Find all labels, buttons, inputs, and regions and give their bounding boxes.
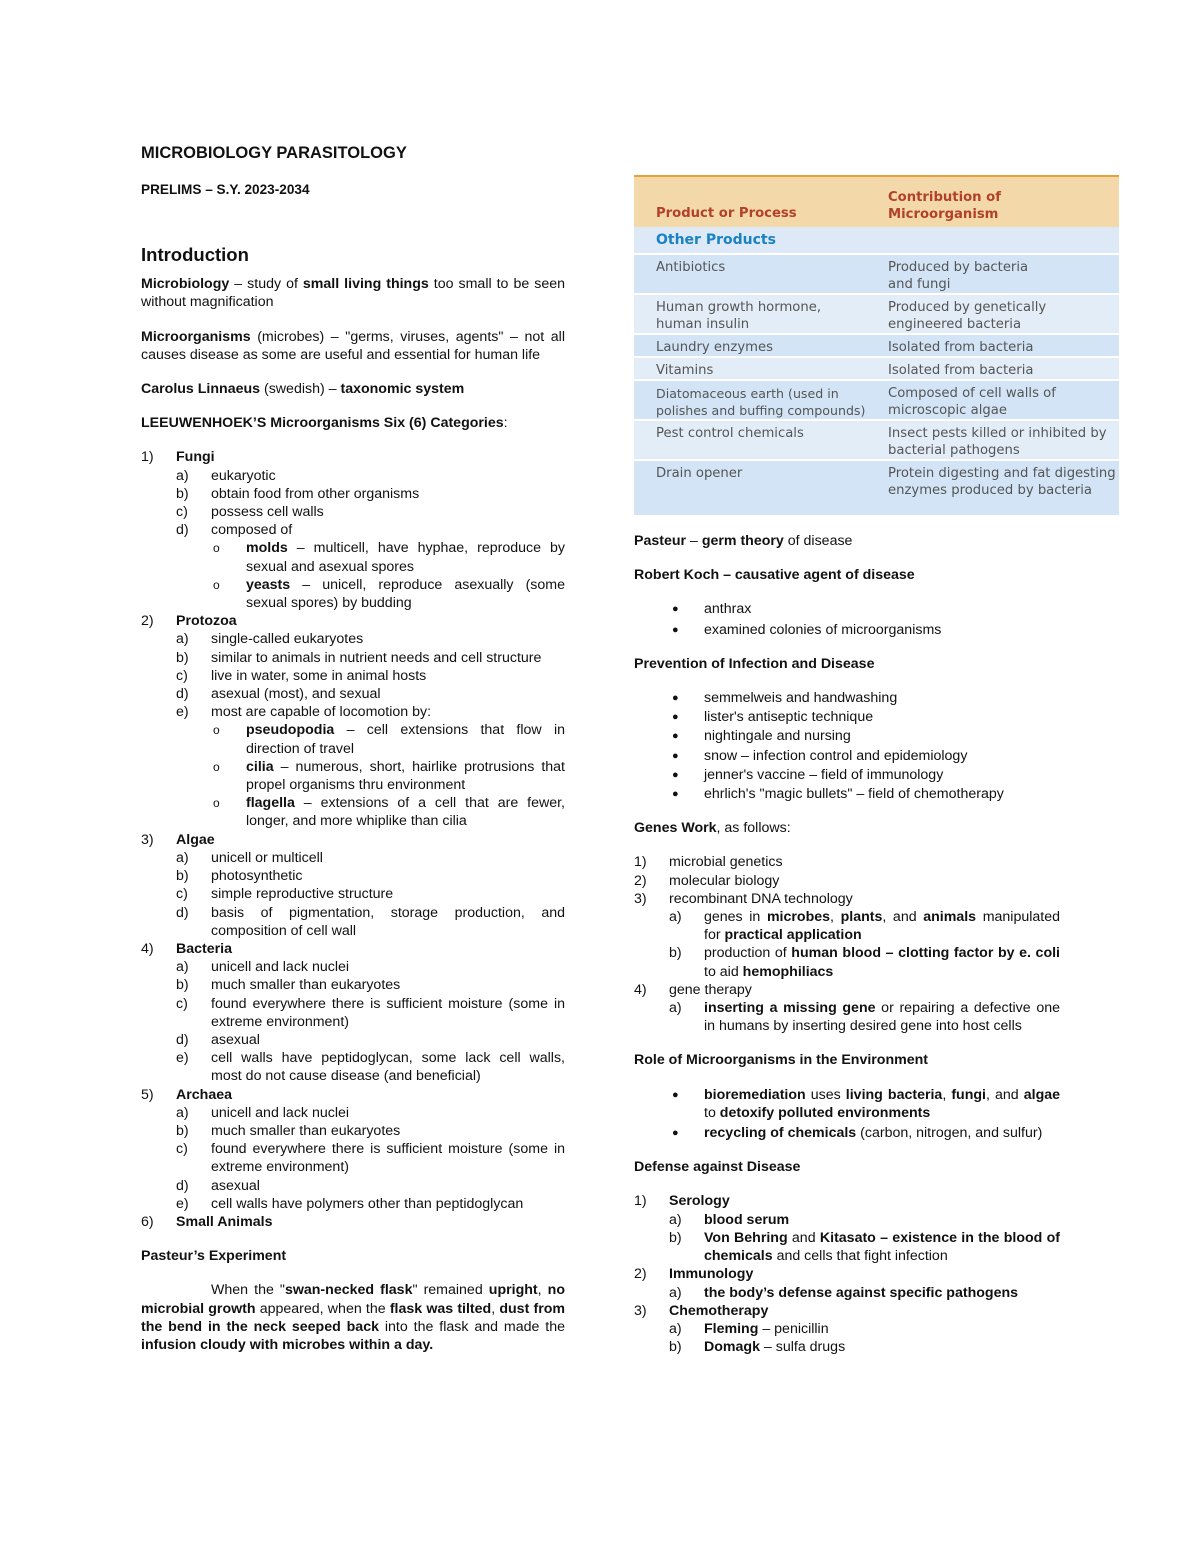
list-item: b) photosynthetic (176, 868, 303, 885)
list-item: ● jenner's vaccine – field of immunology (672, 766, 944, 783)
category-algae: 3) Algae (141, 831, 215, 848)
list-item: d) basis of pigmentation, storage production, and composition of cell wall (176, 904, 565, 939)
list-item: a) eukaryotic (176, 467, 276, 484)
list-item: 2) Immunology (634, 1266, 754, 1283)
pasteur-germ-theory: Pasteur – germ theory of disease (634, 533, 853, 549)
list-item: 3) recombinant DNA technology (634, 890, 853, 907)
list-item: o flagella – extensions of a cell that are fewer, longer, and more whiplike than cilia (213, 795, 565, 830)
environment-heading: Role of Microorganisms in the Environment (634, 1052, 929, 1069)
genes-heading: Genes Work, as follows: (634, 820, 791, 837)
list-item: b) Von Behring and Kitasato – existence in the blood of chemicals and cells that fight infection (669, 1229, 1060, 1265)
list-item: ● lister's antiseptic technique (672, 709, 874, 726)
list-item: c) possess cell walls (176, 504, 324, 521)
table-header-product: Product or Process (656, 206, 797, 221)
left-column (141, 142, 565, 1354)
list-item: b) much smaller than eukaryotes (176, 1122, 401, 1139)
list-item: d) asexual (176, 1177, 260, 1194)
list-item: ● snow – infection control and epidemiology (672, 747, 968, 764)
list-item: ● nightingale and nursing (672, 728, 851, 745)
linnaeus-definition: Carolus Linnaeus (swedish) – taxonomic system (141, 381, 465, 398)
category-fungi: 1) Fungi (141, 449, 215, 466)
defense-heading: Defense against Disease (634, 1159, 801, 1176)
table-row: Antibiotics Produced by bacteria and fungi (634, 253, 1119, 293)
list-item: c) live in water, some in animal hosts (176, 667, 427, 684)
list-item: e) most are capable of locomotion by: (176, 704, 432, 721)
category-small-animals: 6) Small Animals (141, 1213, 273, 1230)
list-item: o cilia – numerous, short, hairlike protrusions that propel organisms thru environment (213, 758, 565, 794)
list-item: a) Fleming – penicillin (669, 1320, 829, 1337)
list-item: 2) molecular biology (634, 872, 780, 889)
list-item: 4) gene therapy (634, 981, 752, 998)
list-item: ● ehrlich's "magic bullets" – field of chemotherapy (672, 786, 1004, 803)
document-subtitle: PRELIMS – S.Y. 2023-2034 (141, 182, 310, 197)
category-bacteria: 4) Bacteria (141, 940, 232, 957)
pasteur-experiment-heading: Pasteur’s Experiment (141, 1248, 287, 1265)
microorganisms-definition: Microorganisms (microbes) – "germs, viruses, agents" – not all causes disease as some are useful and essential for human life (141, 328, 565, 363)
list-item: a) unicell or multicell (176, 849, 323, 866)
table-row: Drain opener Protein digesting and fat digesting enzymes produced by bacteria (634, 459, 1119, 515)
categories-heading: LEEUWENHOEK’S Microorganisms Six (6) Categories: (141, 415, 508, 432)
list-item: d) composed of (176, 522, 293, 539)
list-item: a) inserting a missing gene or repairing a defective one in humans by inserting desired gene into host cells (669, 1000, 1060, 1035)
koch-heading: Robert Koch – causative agent of disease (634, 567, 915, 584)
list-item: c) simple reproductive structure (176, 886, 394, 903)
list-item: c) found everywhere there is sufficient moisture (some in extreme environment) (176, 1141, 565, 1176)
list-item: ● anthrax (672, 601, 752, 618)
table-section-heading: Other Products (634, 227, 1119, 253)
list-item: b) much smaller than eukaryotes (176, 977, 401, 994)
table-header-contribution: Contribution of Microorganism (888, 190, 1001, 222)
list-item: 1) Serology (634, 1193, 730, 1210)
table-row: Diatomaceous earth (used in polishes and buffing compounds) Composed of cell walls of microscopic algae (634, 379, 1119, 419)
list-item: d) asexual (most), and sexual (176, 686, 381, 703)
list-item: b) production of human blood – clotting factor by e. coli to aid hemophiliacs (669, 945, 1060, 980)
right-column (634, 532, 1060, 1356)
list-item: a) unicell and lack nuclei (176, 1104, 350, 1121)
list-item: a) blood serum (669, 1211, 790, 1228)
table-row: Laundry enzymes Isolated from bacteria (634, 333, 1119, 356)
intro-heading: Introduction (141, 244, 249, 266)
list-item: a) genes in microbes, plants, and animals manipulated for practical application (669, 909, 1060, 944)
table-row: Vitamins Isolated from bacteria (634, 356, 1119, 379)
list-item: o yeasts – unicell, reproduce asexually (some sexual spores) by budding (213, 576, 565, 612)
list-item: b) similar to animals in nutrient needs and cell structure (176, 649, 542, 666)
prevention-heading: Prevention of Infection and Disease (634, 655, 875, 672)
list-item: d) asexual (176, 1031, 260, 1048)
list-item: a) single-called eukaryotes (176, 631, 364, 648)
list-item: o molds – multicell, have hyphae, reproduce by sexual and asexual spores (213, 540, 565, 575)
list-item: e) cell walls have polymers other than peptidoglycan (176, 1195, 524, 1212)
list-item: 1) microbial genetics (634, 854, 783, 871)
list-item: ● bioremediation uses living bacteria, fungi, and algae to detoxify polluted environments (672, 1086, 1061, 1121)
microorganism-products-table (634, 175, 1119, 517)
list-item: e) cell walls have peptidoglycan, some lack cell walls, most do not cause disease (and beneficial) (176, 1050, 565, 1085)
list-item: ● recycling of chemicals (carbon, nitrogen, and sulfur) (672, 1125, 1043, 1142)
list-item: o pseudopodia – cell extensions that flow in direction of travel (213, 722, 565, 757)
list-item: ● examined colonies of microorganisms (672, 621, 942, 638)
table-row: Human growth hormone, human insulin Produced by genetically engineered bacteria (634, 293, 1119, 333)
list-item: a) unicell and lack nuclei (176, 959, 350, 976)
list-item: 3) Chemotherapy (634, 1302, 769, 1319)
list-item: b) Domagk – sulfa drugs (669, 1339, 846, 1356)
table-header (634, 177, 1119, 227)
microbiology-definition: Microbiology – study of small living things too small to be seen without magnification (141, 276, 565, 311)
list-item: c) found everywhere there is sufficient moisture (some in extreme environment) (176, 995, 565, 1030)
pasteur-experiment-text: When the "swan-necked flask" remained upright, no microbial growth appeared, when the flask was tilted, dust from the bend in the neck seeped back into the flask and made the infusion cloudy with microbes within a day. (141, 1282, 565, 1353)
category-archaea: 5) Archaea (141, 1086, 232, 1103)
list-item: a) the body’s defense against specific pathogens (669, 1284, 1019, 1301)
list-item: ● semmelweis and handwashing (672, 690, 898, 707)
category-protozoa: 2) Protozoa (141, 613, 237, 630)
document-title: MICROBIOLOGY PARASITOLOGY (141, 144, 407, 162)
table-row: Pest control chemicals Insect pests killed or inhibited by bacterial pathogens (634, 419, 1119, 459)
list-item: b) obtain food from other organisms (176, 485, 420, 502)
